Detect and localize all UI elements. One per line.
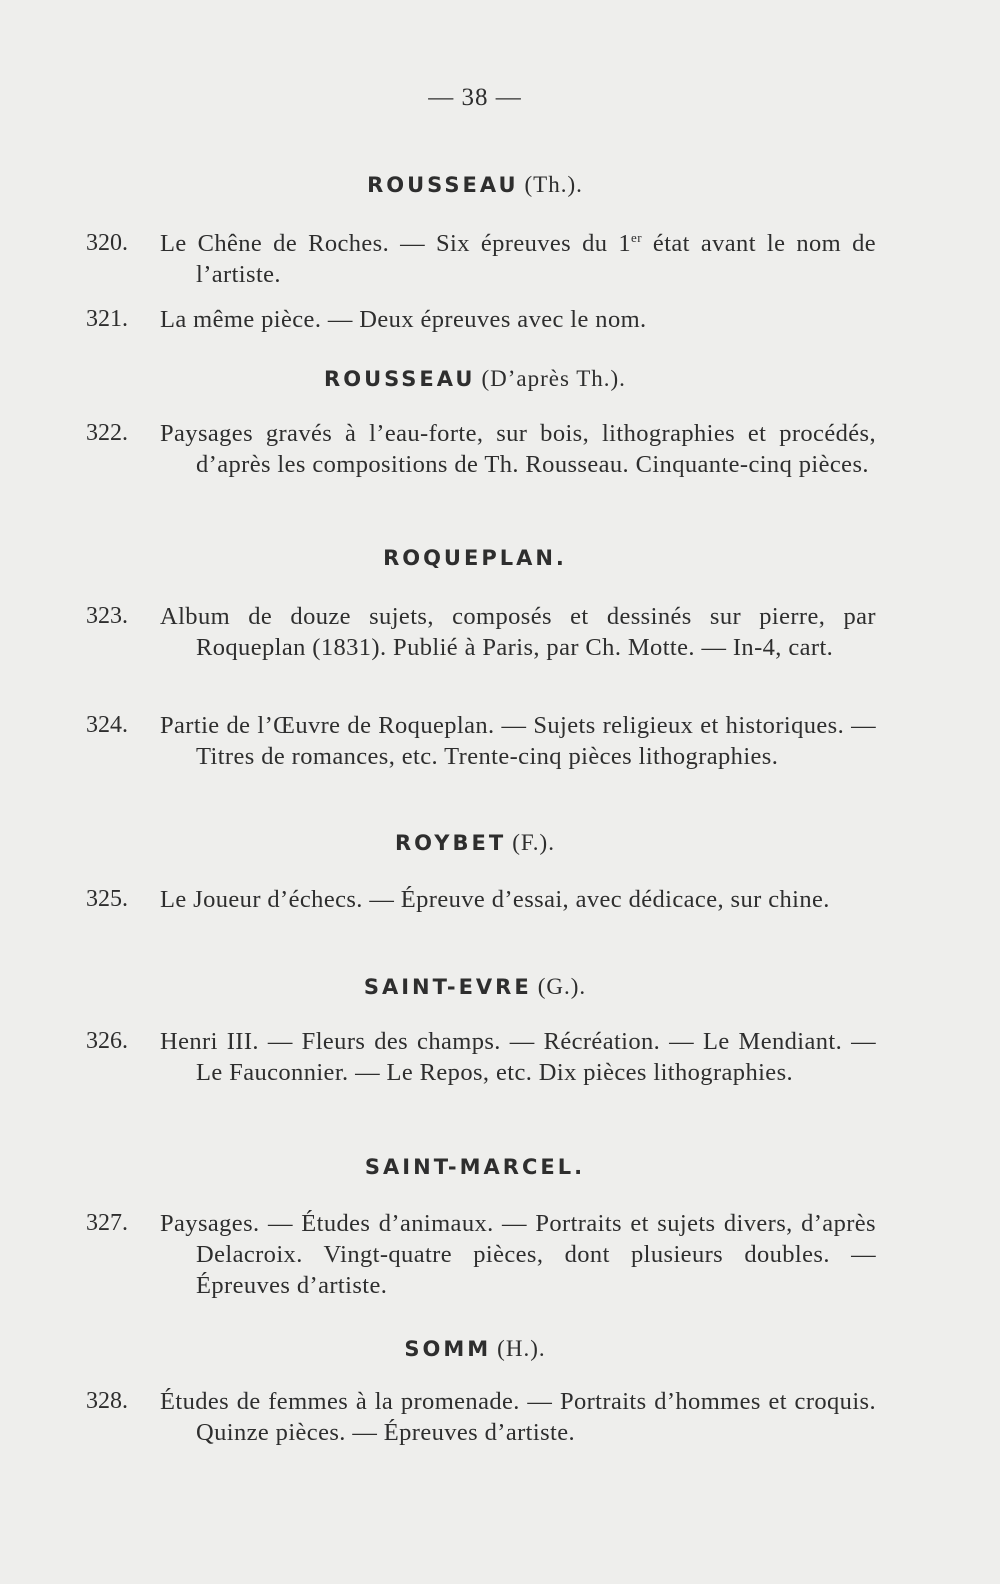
entry-text: Partie de l’Œuvre de Roqueplan. — Sujets religieux et historiques. — Titres de romances, etc. Trente-cinq pièces lithographies. <box>160 712 876 770</box>
superscript: er <box>631 229 642 245</box>
catalogue-entry-322 <box>86 418 876 480</box>
artist-initial: (G.). <box>537 974 587 999</box>
entry-text-part: état avant le nom de l’artiste. <box>196 230 877 288</box>
section-heading-somm <box>0 1336 950 1362</box>
entry-number: 326. <box>86 1028 128 1054</box>
entry-number: 320. <box>86 230 128 256</box>
artist-name: ROQUEPLAN. <box>383 546 567 570</box>
catalogue-entry-321 <box>86 304 876 335</box>
artist-name: SAINT-MARCEL. <box>364 1155 586 1179</box>
entry-number: 325. <box>86 886 128 912</box>
section-heading-rousseau-apres <box>0 366 950 392</box>
artist-name: ROUSSEAU <box>367 173 519 197</box>
entry-text-part: Le Chêne de Roches. — Six épreuves du 1 <box>160 230 632 257</box>
entry-number: 328. <box>86 1388 128 1414</box>
section-heading-roybet <box>0 830 950 856</box>
entry-text: Paysages. — Études d’animaux. — Portraits et sujets divers, d’après Delacroix. Vingt-quatre pièces, dont plusieurs doubles. — Épreuves d’artiste. <box>160 1210 876 1299</box>
section-heading-saint-evre <box>0 974 950 1000</box>
page-number: — 38 — <box>428 84 522 111</box>
catalogue-entry-324 <box>86 710 876 772</box>
catalogue-entry-325 <box>86 884 876 915</box>
artist-name: ROUSSEAU <box>324 367 476 391</box>
artist-initial: (H.). <box>497 1336 546 1361</box>
section-heading-saint-marcel <box>0 1154 950 1180</box>
entry-text: Études de femmes à la promenade. — Portraits d’hommes et croquis. Quinze pièces. — Épreuves d’artiste. <box>160 1388 876 1446</box>
catalogue-entry-328 <box>86 1386 876 1448</box>
section-heading-rousseau <box>0 172 950 198</box>
entry-text: Paysages gravés à l’eau-forte, sur bois, lithographies et procédés, d’après les compositions de Th. Rousseau. Cinquante-cinq pièces. <box>160 420 876 478</box>
entry-text: Le Joueur d’échecs. — Épreuve d’essai, avec dédicace, sur chine. <box>160 886 830 913</box>
entry-number: 322. <box>86 420 128 446</box>
catalogue-entry-326 <box>86 1026 876 1088</box>
artist-initial: (F.). <box>512 830 555 855</box>
entry-text: Album de douze sujets, composés et dessinés sur pierre, par Roqueplan (1831). Publié à Paris, par Ch. Motte. — In-4, cart. <box>160 603 876 661</box>
entry-text: Henri III. — Fleurs des champs. — Récréation. — Le Mendiant. — Le Fauconnier. — Le Repos, etc. Dix pièces lithographies. <box>160 1028 876 1086</box>
section-heading-roqueplan <box>0 545 950 571</box>
artist-initial: (D’après Th.). <box>481 366 626 391</box>
entry-number: 321. <box>86 306 128 332</box>
entry-text <box>160 228 876 290</box>
artist-name: SAINT-EVRE <box>363 975 532 999</box>
catalogue-entry-323 <box>86 601 876 663</box>
artist-name: SOMM <box>404 1337 492 1361</box>
catalogue-entry-327 <box>86 1208 876 1301</box>
catalogue-entry-320 <box>86 228 876 290</box>
entry-text: La même pièce. — Deux épreuves avec le nom. <box>160 306 647 333</box>
entry-number: 327. <box>86 1210 128 1236</box>
entry-number: 324. <box>86 712 128 738</box>
artist-initial: (Th.). <box>524 172 583 197</box>
entry-number: 323. <box>86 603 128 629</box>
artist-name: ROYBET <box>395 831 507 855</box>
